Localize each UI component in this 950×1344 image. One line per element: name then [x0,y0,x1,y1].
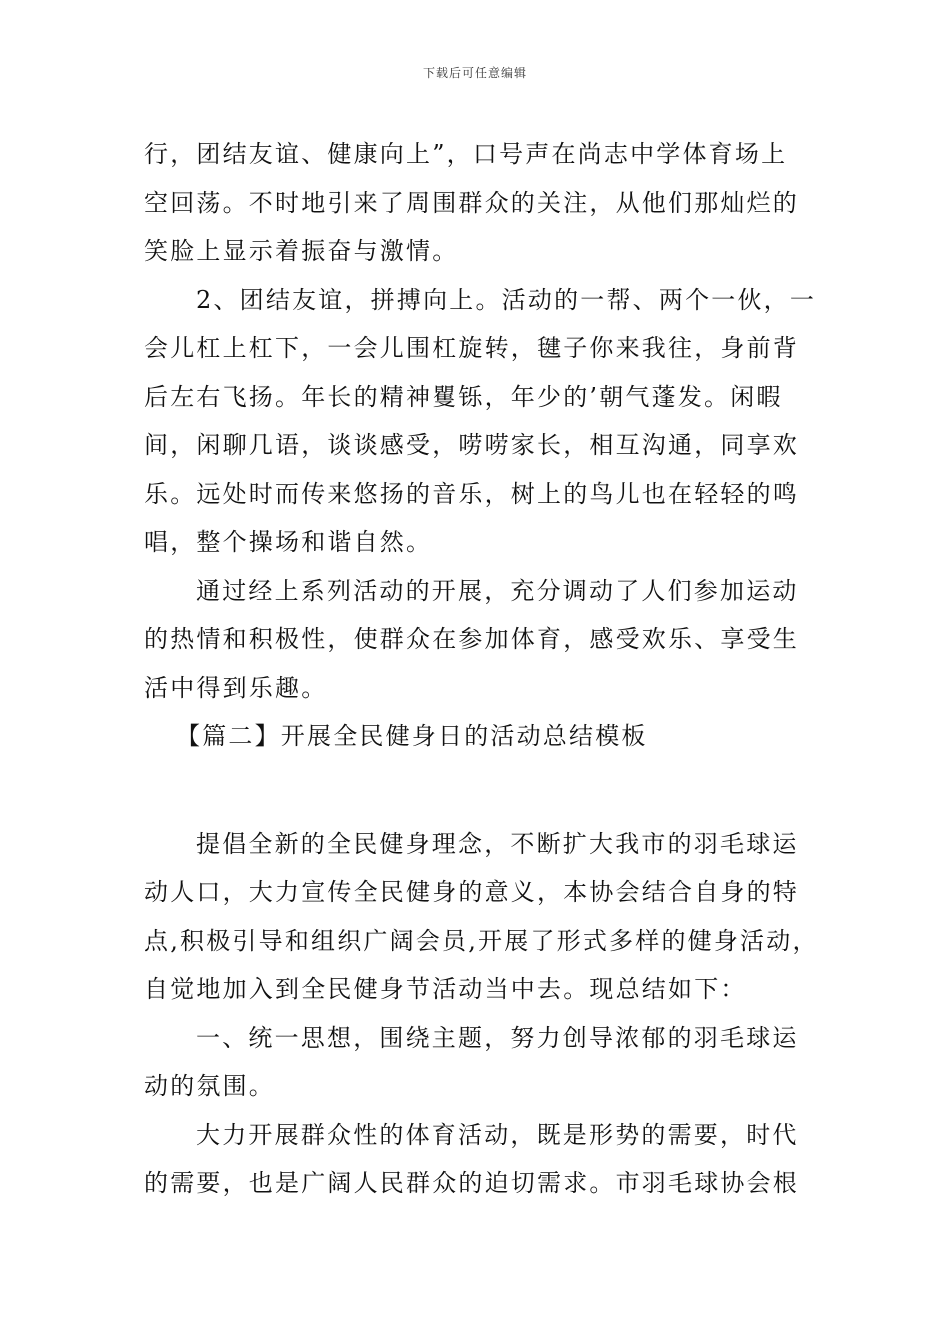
text-line: 空回荡。不时地引来了周围群众的关注，从他们那灿烂的 [144,188,799,217]
text-line: 行，团结友谊、健康向上”，口号声在尚志中学体育场上 [144,140,788,168]
paragraph-start: 2、团结友谊，拼搏向上。活动的一帮、两个一伙，一 [196,285,817,314]
paragraph-start: 提倡全新的全民健身理念，不断扩大我市的羽毛球运 [196,829,799,858]
paragraph-start: 通过经上系列活动的开展，充分调动了人们参加运动 [196,576,799,605]
text-line: 会儿杠上杠下，一会儿围杠旋转，毽子你来我往，身前背 [144,334,799,362]
text-line: 间，闲聊几语，谈谈感受，唠唠家长，相互沟通，同享欢 [144,431,799,459]
paragraph-start: 大力开展群众性的体育活动，既是形势的需要，时代 [196,1120,799,1149]
text-line: 笑脸上显示着振奋与激情。 [144,237,459,265]
document-body [144,130,824,1208]
text-line: 动的氛围。 [144,1072,275,1100]
paragraph-start: 一、统一思想，围绕主题，努力创导浓郁的羽毛球运 [196,1023,799,1052]
text-line: 动人口，大力宣传全民健身的意义，本协会结合自身的特 [144,878,799,906]
section-heading: 【篇二】开展全民健身日的活动总结模板 [176,722,648,750]
text-line: 点,积极引导和组织广阔会员,开展了形式多样的健身活动， [144,926,819,955]
section-spacer [144,761,824,820]
text-line: 自觉地加入到全民健身节活动当中去。现总结如下： [144,975,747,1003]
page-header: 下载后可任意编辑 [422,66,527,80]
text-line: 后左右飞扬。年长的精神矍铄，年少的’朝气蓬发。闲暇 [144,382,783,411]
text-line: 的需要，也是广阔人民群众的迫切需求。市羽毛球协会根 [144,1169,799,1197]
text-line: 活中得到乐趣。 [144,673,328,702]
text-line: 的热情和积极性，使群众在参加体育，感受欢乐、享受生 [144,625,799,653]
text-line: 唱，整个操场和谐自然。 [144,528,433,556]
text-line: 乐。远处时而传来悠扬的音乐，树上的鸟儿也在轻轻的鸣 [144,479,799,508]
